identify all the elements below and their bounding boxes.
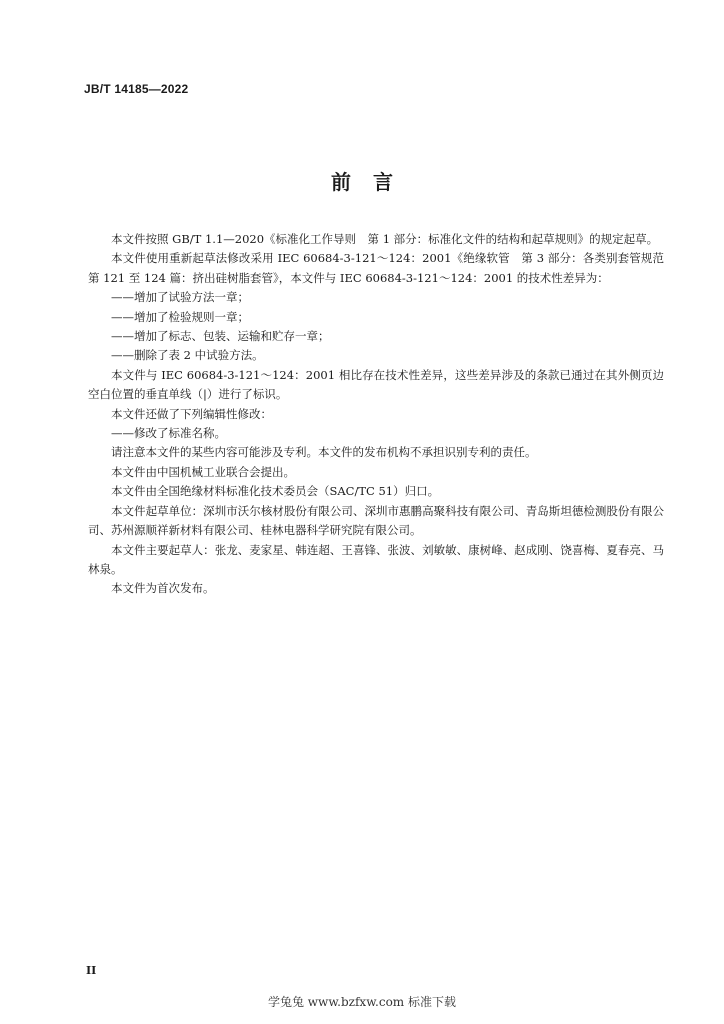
standard-number: JB/T 14185—2022 [84,82,189,96]
list-item-title-change: ——修改了标准名称。 [111,426,226,441]
document-body [88,230,676,599]
paragraph-first-release: 本文件为首次发布。 [111,581,215,596]
paragraph-proposed-by: 本文件由中国机械工业联合会提出。 [111,464,295,479]
paragraph-patent-notice: 请注意本文件的某些内容可能涉及专利。本文件的发布机构不承担识别专利的责任。 [111,445,537,460]
paragraph-drafting-rules: 本文件按照 GB/T 1.1—2020《标准化工作导则 第 1 部分：标准化文件的结构和起草规则》的规定起草。 [111,232,659,246]
list-item-test-methods: ——增加了试验方法一章； [111,290,249,305]
paragraph-drafting-organizations: 本文件起草单位：深圳市沃尔核材股份有限公司、深圳市惠鹏高聚科技有限公司、青岛斯坦德检测股份有限公司、苏州源顺祥新材料有限公司、桂林电器科学研究院有限公司。 [88,503,664,538]
paragraph-editorial-changes: 本文件还做了下列编辑性修改： [111,406,272,421]
page-title: 前言 [331,170,415,194]
paragraph-technical-differences: 本文件与 IEC 60684-3-121～124：2001 相比存在技术性差异，这些差异涉及的条款已通过在其外侧页边空白位置的垂直单线（|）进行了标识。 [88,367,664,402]
list-item-inspection-rules: ——增加了检验规则一章； [111,309,249,324]
watermark: 学兔兔 www.bzfxw.com 标准下载 [267,995,457,1009]
paragraph-centralized-by: 本文件由全国绝缘材料标准化技术委员会（SAC/TC 51）归口。 [111,484,440,499]
paragraph-drafters: 本文件主要起草人：张龙、麦家星、韩连超、王喜锋、张波、刘敏敏、康树峰、赵成刚、饶喜梅、夏春亮、马林泉。 [88,542,664,576]
page-number: II [86,964,97,977]
list-item-deleted-table: ——删除了表 2 中试验方法。 [111,348,264,363]
paragraph-adoption-method: 本文件使用重新起草法修改采用 IEC 60684-3-121～124：2001《绝缘软管 第 3 部分：各类别套管规范 第 121 至 124 篇：挤出硅树脂套管》，本文件与 IEC 60684-3-121～124：2001 的技术性差异为： [88,251,676,285]
list-item-marking-packaging: ——增加了标志、包装、运输和贮存一章； [111,329,330,344]
